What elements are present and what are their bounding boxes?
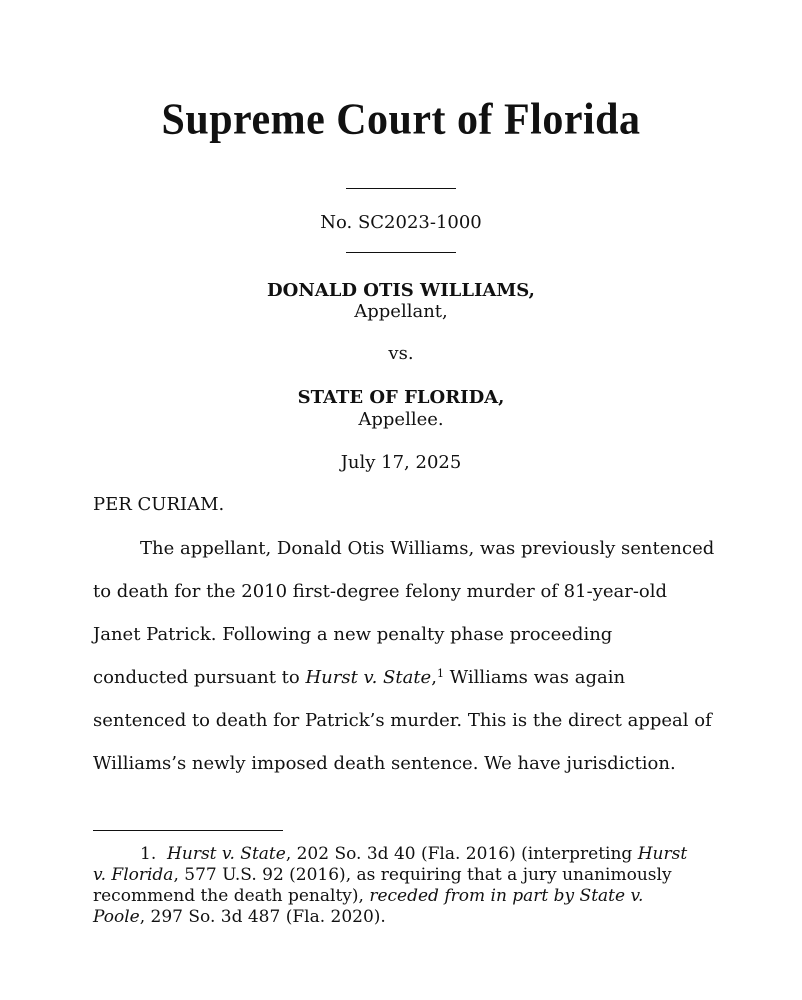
footnote-line-2 <box>93 865 672 885</box>
case-citation-hurst: Hurst v. State <box>305 667 432 688</box>
fn-text-3: recommend the death penalty), <box>93 886 370 906</box>
body-line-5: sentenced to death for Patrick’s murder. This is the direct appeal of <box>93 710 712 731</box>
body-line-4-comma: , <box>431 667 437 688</box>
body-line-3: Janet Patrick. Following a new penalty phase proceeding <box>93 624 613 645</box>
appellant-role: Appellant, <box>354 301 448 322</box>
footnote-reference[interactable]: 1 <box>436 667 444 680</box>
body-line-4-post: Williams was again <box>443 667 626 688</box>
body-line-2: to death for the 2010 first-degree felony murder of 81-year-old <box>93 581 668 602</box>
title-rule-top <box>346 188 456 189</box>
footnote-line-1 <box>140 844 687 864</box>
opinion-date: July 17, 2025 <box>340 452 462 473</box>
per-curiam-heading: PER CURIAM. <box>93 494 225 515</box>
body-line-4-pre: conducted pursuant to <box>93 667 306 688</box>
court-title: Supreme Court of Florida <box>161 95 641 145</box>
footnote-number: 1. <box>140 844 157 864</box>
footnote-line-3 <box>93 886 643 906</box>
fn-text-4: , 297 So. 3d 487 (Fla. 2020). <box>139 907 386 927</box>
appellant-name: DONALD OTIS WILLIAMS, <box>267 280 535 301</box>
fn-text-1: , 202 So. 3d 40 (Fla. 2016) (interpreting <box>285 844 638 864</box>
body-line-4 <box>93 667 625 688</box>
fn-text-2: , 577 U.S. 92 (2016), as requiring that a jury unanimously <box>173 865 672 885</box>
footnote-separator <box>93 830 283 831</box>
fn-case-hurst-state: Hurst v. State <box>167 844 286 864</box>
body-line-1: The appellant, Donald Otis Williams, was previously sentenced <box>140 538 715 559</box>
footnote-line-4 <box>93 907 386 927</box>
fn-case-hurst: Hurst <box>637 844 688 864</box>
versus: vs. <box>388 343 414 364</box>
fn-case-v-florida: v. Florida <box>93 865 174 885</box>
appellee-role: Appellee. <box>358 409 444 430</box>
case-number: No. SC2023-1000 <box>320 212 482 233</box>
title-rule-bottom <box>346 252 456 253</box>
appellee-name: STATE OF FLORIDA, <box>297 387 505 408</box>
body-line-6: Williams’s newly imposed death sentence. We have jurisdiction. <box>93 753 676 774</box>
fn-receded-from: receded from in part by State v. <box>369 886 644 906</box>
fn-case-poole: Poole <box>93 907 140 927</box>
